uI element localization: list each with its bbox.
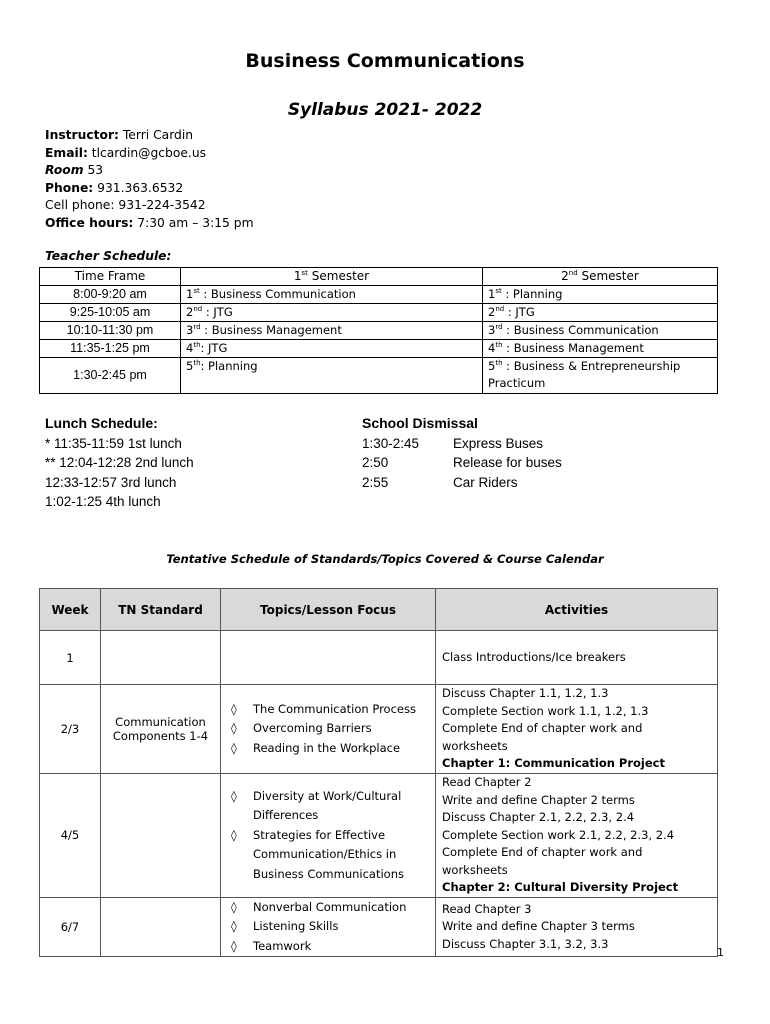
info-room: Room 53 — [45, 163, 104, 178]
lunch-schedule — [45, 414, 194, 512]
lunch-schedule-heading: Lunch Schedule: — [45, 415, 158, 431]
syllabus-subtitle: Syllabus 2021- 2022 — [287, 100, 483, 120]
header-first-semester: 1st Semester — [181, 268, 483, 286]
list-item: ◊ The Communication Process — [227, 700, 429, 720]
table-row — [40, 631, 718, 685]
first-semester-cell: 5th: Planning — [181, 358, 483, 394]
standard-cell — [101, 897, 221, 957]
diamond-bullet-icon: ◊ — [231, 938, 237, 953]
header-tn-standard: TN Standard — [101, 589, 221, 631]
activities-cell: Read Chapter 3 Write and define Chapter 3 terms Discuss Chapter 3.1, 3.2, 3.3 — [436, 897, 718, 957]
list-item: ◊ Overcoming Barriers — [227, 719, 429, 739]
info-office-hours: Office hours: 7:30 am – 3:15 pm — [45, 215, 254, 230]
table-row — [40, 358, 718, 394]
first-semester-cell: 3rd : Business Management — [181, 322, 483, 340]
course-calendar-table — [39, 588, 718, 957]
list-item: ◊ Diversity at Work/Cultural Differences — [231, 788, 402, 822]
first-semester-cell: 4th: JTG — [181, 340, 483, 358]
list-item: ** 12:04-12:28 2nd lunch — [45, 455, 194, 470]
second-semester-cell: 5th : Business & Entrepreneurship Practicum — [483, 358, 718, 394]
list-item: ◊ Reading in the Workplace — [227, 739, 429, 759]
info-phone: Phone: 931.363.6532 — [45, 180, 184, 195]
activities-cell: Class Introductions/Ice breakers — [436, 631, 718, 685]
topics-cell — [221, 631, 436, 685]
table-row — [40, 774, 718, 898]
info-cell-phone: Cell phone: 931-224-3542 — [45, 198, 206, 213]
diamond-bullet-icon: ◊ — [231, 827, 237, 842]
list-item: 2:50 Release for buses — [362, 455, 562, 470]
week-cell: 2/3 — [40, 685, 101, 774]
list-item: ◊ Listening Skills — [227, 917, 429, 937]
second-semester-cell: 3rd : Business Communication — [483, 322, 718, 340]
page-number: 1 — [717, 946, 724, 959]
header-week: Week — [40, 589, 101, 631]
info-email: Email: tlcardin@gcboe.us — [45, 145, 207, 160]
time-frame-cell: 10:10-11:30 pm — [40, 322, 181, 340]
list-item: ◊ Nonverbal Communication — [227, 898, 429, 918]
diamond-bullet-icon: ◊ — [231, 740, 237, 755]
diamond-bullet-icon: ◊ — [231, 788, 237, 803]
diamond-bullet-icon: ◊ — [231, 721, 237, 736]
activities-cell: Read Chapter 2 Write and define Chapter 2 terms Discuss Chapter 2.1, 2.2, 2.3, 2.4 Complete Section work 2.1, 2.2, 2.3, 2.4 Complete End of chapter work and worksheets Chapter 2: Cultural Diversity Project — [436, 774, 718, 898]
second-semester-cell: 4th : Business Management — [483, 340, 718, 358]
list-item: * 11:35-11:59 1st lunch — [45, 435, 182, 451]
header-second-semester: 2nd Semester — [483, 268, 718, 286]
second-semester-cell: 1st : Planning — [483, 286, 718, 304]
school-dismissal — [362, 414, 562, 492]
table-header-row — [40, 589, 718, 631]
info-instructor: Instructor: Terri Cardin — [45, 128, 194, 142]
topics-cell — [221, 774, 436, 898]
document-title: Business Communications — [245, 50, 525, 72]
diamond-bullet-icon: ◊ — [231, 899, 237, 914]
list-item: 1:30-2:45 Express Buses — [362, 435, 544, 451]
diamond-bullet-icon: ◊ — [231, 919, 237, 933]
list-item: 12:33-12:57 3rd lunch — [45, 474, 177, 490]
list-item: ◊ Strategies for Effective Communication/Ethics in Business Communications — [231, 827, 404, 881]
activities-cell: Discuss Chapter 1.1, 1.2, 1.3 Complete Section work 1.1, 1.2, 1.3 Complete End of chapter work and worksheets Chapter 1: Communication Project — [436, 685, 718, 774]
table-row — [40, 286, 718, 304]
topics-cell — [221, 897, 436, 957]
school-dismissal-heading: School Dismissal — [362, 415, 478, 431]
time-frame-cell: 1:30-2:45 pm — [40, 358, 181, 394]
header-activities: Activities — [436, 589, 718, 631]
table-row — [40, 304, 718, 322]
table-row — [40, 340, 718, 358]
teacher-schedule-heading: Teacher Schedule: — [45, 249, 172, 263]
header-time-frame: Time Frame — [40, 268, 181, 286]
list-item: 1:02-1:25 4th lunch — [45, 494, 161, 509]
first-semester-cell: 1st : Business Communication — [181, 286, 483, 304]
list-item: 2:55 Car Riders — [362, 474, 518, 490]
table-row — [40, 685, 718, 774]
table-header-row — [40, 268, 718, 286]
topics-cell — [221, 685, 436, 774]
calendar-title: Tentative Schedule of Standards/Topics Covered & Course Calendar — [166, 552, 604, 566]
standard-cell — [101, 774, 221, 898]
week-cell: 1 — [40, 631, 101, 685]
standard-cell — [101, 631, 221, 685]
week-cell: 4/5 — [40, 774, 101, 898]
week-cell: 6/7 — [40, 897, 101, 957]
second-semester-cell: 2nd : JTG — [483, 304, 718, 322]
standard-cell: Communication Components 1-4 — [101, 685, 221, 774]
table-row — [40, 897, 718, 957]
list-item: ◊ Teamwork — [227, 937, 429, 957]
table-row — [40, 322, 718, 340]
instructor-info — [45, 127, 254, 233]
header-topics: Topics/Lesson Focus — [221, 589, 436, 631]
time-frame-cell: 8:00-9:20 am — [40, 286, 181, 304]
diamond-bullet-icon: ◊ — [231, 701, 237, 716]
time-frame-cell: 11:35-1:25 pm — [40, 340, 181, 358]
first-semester-cell: 2nd : JTG — [181, 304, 483, 322]
time-frame-cell: 9:25-10:05 am — [40, 304, 181, 322]
teacher-schedule-table — [39, 267, 718, 394]
